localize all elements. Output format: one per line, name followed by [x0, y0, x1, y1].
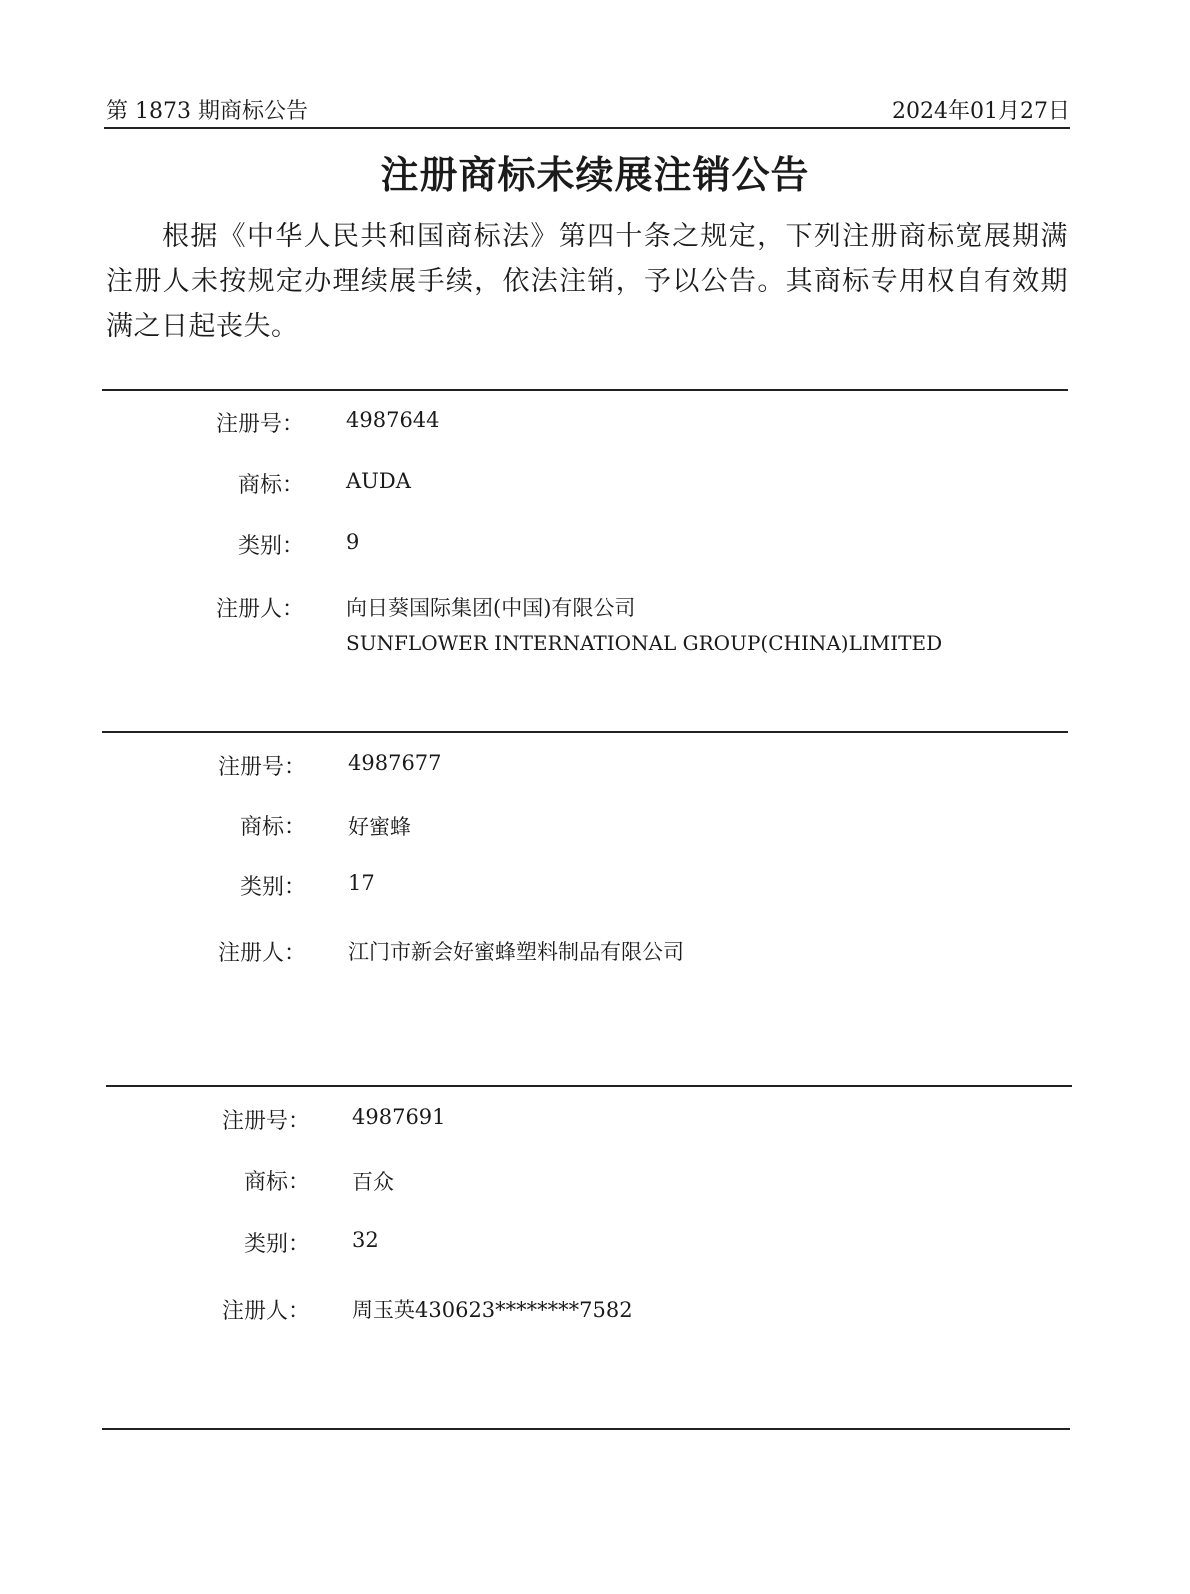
entry-divider: [102, 731, 1068, 733]
class-label: 类别：: [239, 875, 306, 900]
registrant-value: 江门市新会好蜜蜂塑料制品有限公司: [348, 940, 684, 964]
page-title: 注册商标未续展注销公告: [380, 153, 810, 197]
reg-no-label: 注册号：: [215, 412, 304, 437]
class-value: 17: [348, 871, 375, 895]
registrant-en: SUNFLOWER INTERNATIONAL GROUP(CHINA)LIMITED: [346, 631, 943, 655]
mark-label: 商标：: [243, 1170, 310, 1195]
registrant-cn: 向日葵国际集团(中国)有限公司: [346, 596, 636, 620]
registrant-label: 注册人：: [221, 1299, 310, 1324]
class-label: 类别：: [243, 1232, 310, 1257]
class-value: 32: [352, 1228, 379, 1252]
entry-divider: [106, 1085, 1072, 1087]
reg-no-value: 4987644: [346, 408, 440, 432]
header-date: 2024年01月27日: [892, 99, 1070, 124]
reg-no-value: 4987677: [348, 751, 442, 775]
intro-paragraph: 根据《中华人民共和国商标法》第四十条之规定，下列注册商标宽展期满注册人未按规定办理续展手续，依法注销，予以公告。其商标专用权自有效期满之日起丧失。: [106, 221, 1068, 342]
registrant-label: 注册人：: [215, 597, 304, 622]
reg-no-label: 注册号：: [217, 755, 306, 780]
mark-value: 百众: [352, 1170, 394, 1194]
registrant-label: 注册人：: [217, 941, 306, 966]
entry-divider: [102, 389, 1068, 391]
reg-no-label: 注册号：: [221, 1109, 310, 1134]
registrant-value: 周玉英430623********7582: [352, 1298, 633, 1322]
bottom-rule: [102, 1428, 1070, 1430]
mark-label: 商标：: [237, 473, 304, 498]
header-issue: 第 1873 期商标公告: [106, 99, 308, 124]
class-value: 9: [346, 530, 360, 554]
mark-value: AUDA: [346, 469, 411, 493]
mark-value: 好蜜蜂: [348, 815, 411, 839]
class-label: 类别：: [237, 534, 304, 559]
reg-no-value: 4987691: [352, 1105, 446, 1129]
header-rule: [104, 127, 1070, 129]
mark-label: 商标：: [239, 815, 306, 840]
registrant-value: [346, 592, 942, 655]
